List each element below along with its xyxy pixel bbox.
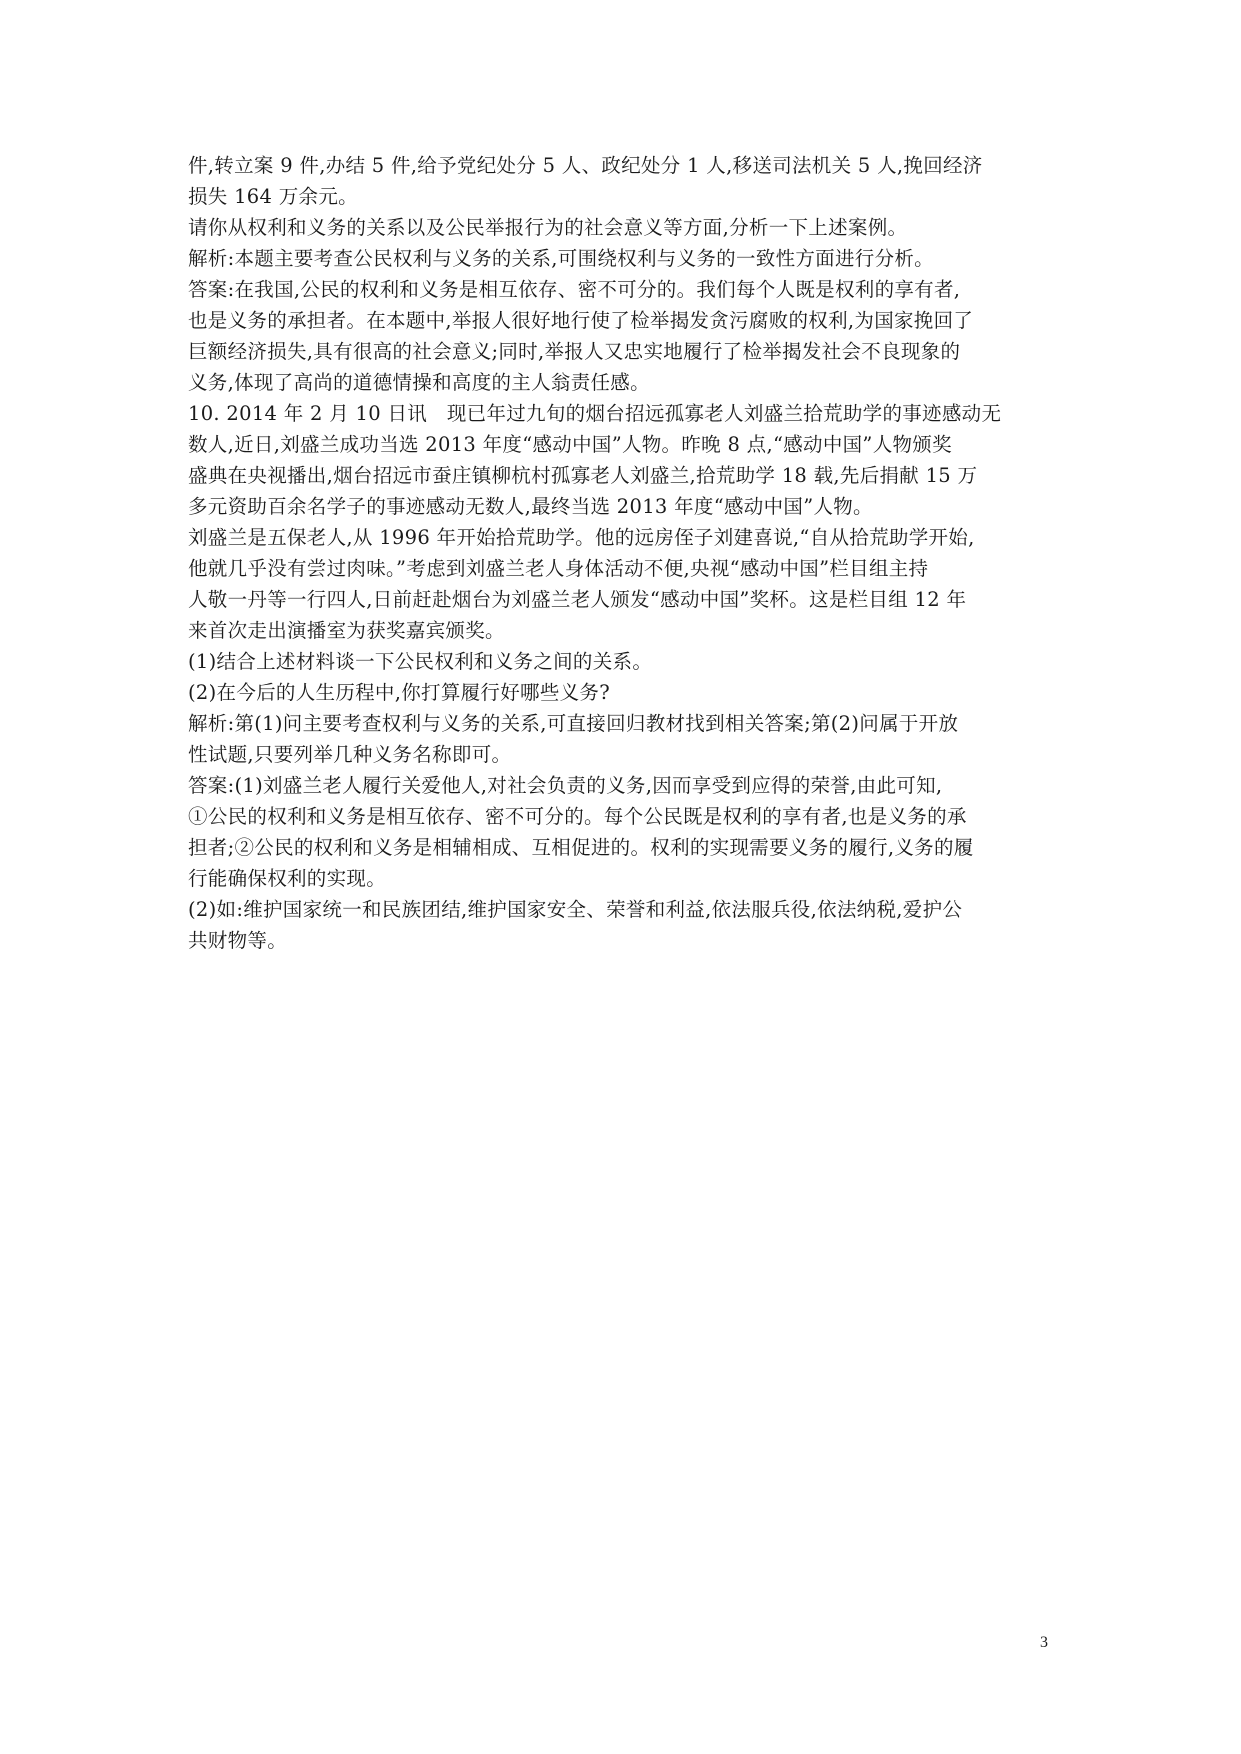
question-10-text: 盛典在央视播出,烟台招远市蚕庄镇柳杭村孤寡老人刘盛兰,拾荒助学 18 载,先后捐献 15 万 bbox=[188, 464, 978, 487]
answer-text: 共财物等。 bbox=[188, 929, 288, 952]
question-10-text: 刘盛兰是五保老人,从 1996 年开始拾荒助学。他的远房侄子刘建喜说,“自从拾荒助学开始, bbox=[188, 526, 975, 549]
text-line: 损失 164 万余元。 bbox=[188, 185, 358, 208]
answer-text: (2)如:维护国家统一和民族团结,维护国家安全、荣誉和利益,依法服兵役,依法纳税,爱护公 bbox=[188, 898, 963, 921]
question-10-text: 他就几乎没有尝过肉味。”考虑到刘盛兰老人身体活动不便,央视“感动中国”栏目组主持 bbox=[188, 557, 929, 580]
question-10-text: 来首次走出演播室为获奖嘉宾颁奖。 bbox=[188, 619, 505, 642]
answer-text: 答案:(1)刘盛兰老人履行关爱他人,对社会负责的义务,因而享受到应得的荣誉,由此可知, bbox=[188, 774, 943, 797]
answer-text: ①公民的权利和义务是相互依存、密不可分的。每个公民既是权利的享有者,也是义务的承 bbox=[188, 805, 967, 828]
question-10-text: 多元资助百余名学子的事迹感动无数人,最终当选 2013 年度“感动中国”人物。 bbox=[188, 495, 873, 518]
answer-text: 巨额经济损失,具有很高的社会意义;同时,举报人又忠实地履行了检举揭发社会不良现象的 bbox=[188, 340, 961, 363]
analysis-text: 解析:本题主要考查公民权利与义务的关系,可围绕权利与义务的一致性方面进行分析。 bbox=[188, 247, 934, 270]
answer-text: 答案:在我国,公民的权利和义务是相互依存、密不可分的。我们每个人既是权利的享有者, bbox=[188, 278, 961, 301]
document-body bbox=[188, 150, 1058, 956]
answer-text: 行能确保权利的实现。 bbox=[188, 867, 387, 890]
analysis-text: 性试题,只要列举几种义务名称即可。 bbox=[188, 743, 512, 766]
answer-text: 义务,体现了高尚的道德情操和高度的主人翁责任感。 bbox=[188, 371, 650, 394]
question-10-text: 人敬一丹等一行四人,日前赶赴烟台为刘盛兰老人颁发“感动中国”奖杯。这是栏目组 12 年 bbox=[188, 588, 967, 611]
answer-text: 也是义务的承担者。在本题中,举报人很好地行使了检举揭发贪污腐败的权利,为国家挽回了 bbox=[188, 309, 974, 332]
page-number: 3 bbox=[1040, 1634, 1048, 1651]
analysis-text: 解析:第(1)问主要考查权利与义务的关系,可直接回归教材找到相关答案;第(2)问属于开放 bbox=[188, 712, 959, 735]
text-line: 件,转立案 9 件,办结 5 件,给予党纪处分 5 人、政纪处分 1 人,移送司法机关 5 人,挽回经济 bbox=[188, 154, 983, 177]
question-prompt: 请你从权利和义务的关系以及公民举报行为的社会意义等方面,分析一下上述案例。 bbox=[188, 216, 908, 239]
question-10-text: 10. 2014 年 2 月 10 日讯 现已年过九旬的烟台招远孤寡老人刘盛兰拾荒助学的事迹感动无 bbox=[188, 402, 1002, 425]
answer-text: 担者;②公民的权利和义务是相辅相成、互相促进的。权利的实现需要义务的履行,义务的履 bbox=[188, 836, 974, 859]
sub-question-2: (2)在今后的人生历程中,你打算履行好哪些义务? bbox=[188, 681, 610, 704]
question-10-text: 数人,近日,刘盛兰成功当选 2013 年度“感动中国”人物。昨晚 8 点,“感动中国”人物颁奖 bbox=[188, 433, 952, 456]
sub-question-1: (1)结合上述材料谈一下公民权利和义务之间的关系。 bbox=[188, 650, 653, 673]
